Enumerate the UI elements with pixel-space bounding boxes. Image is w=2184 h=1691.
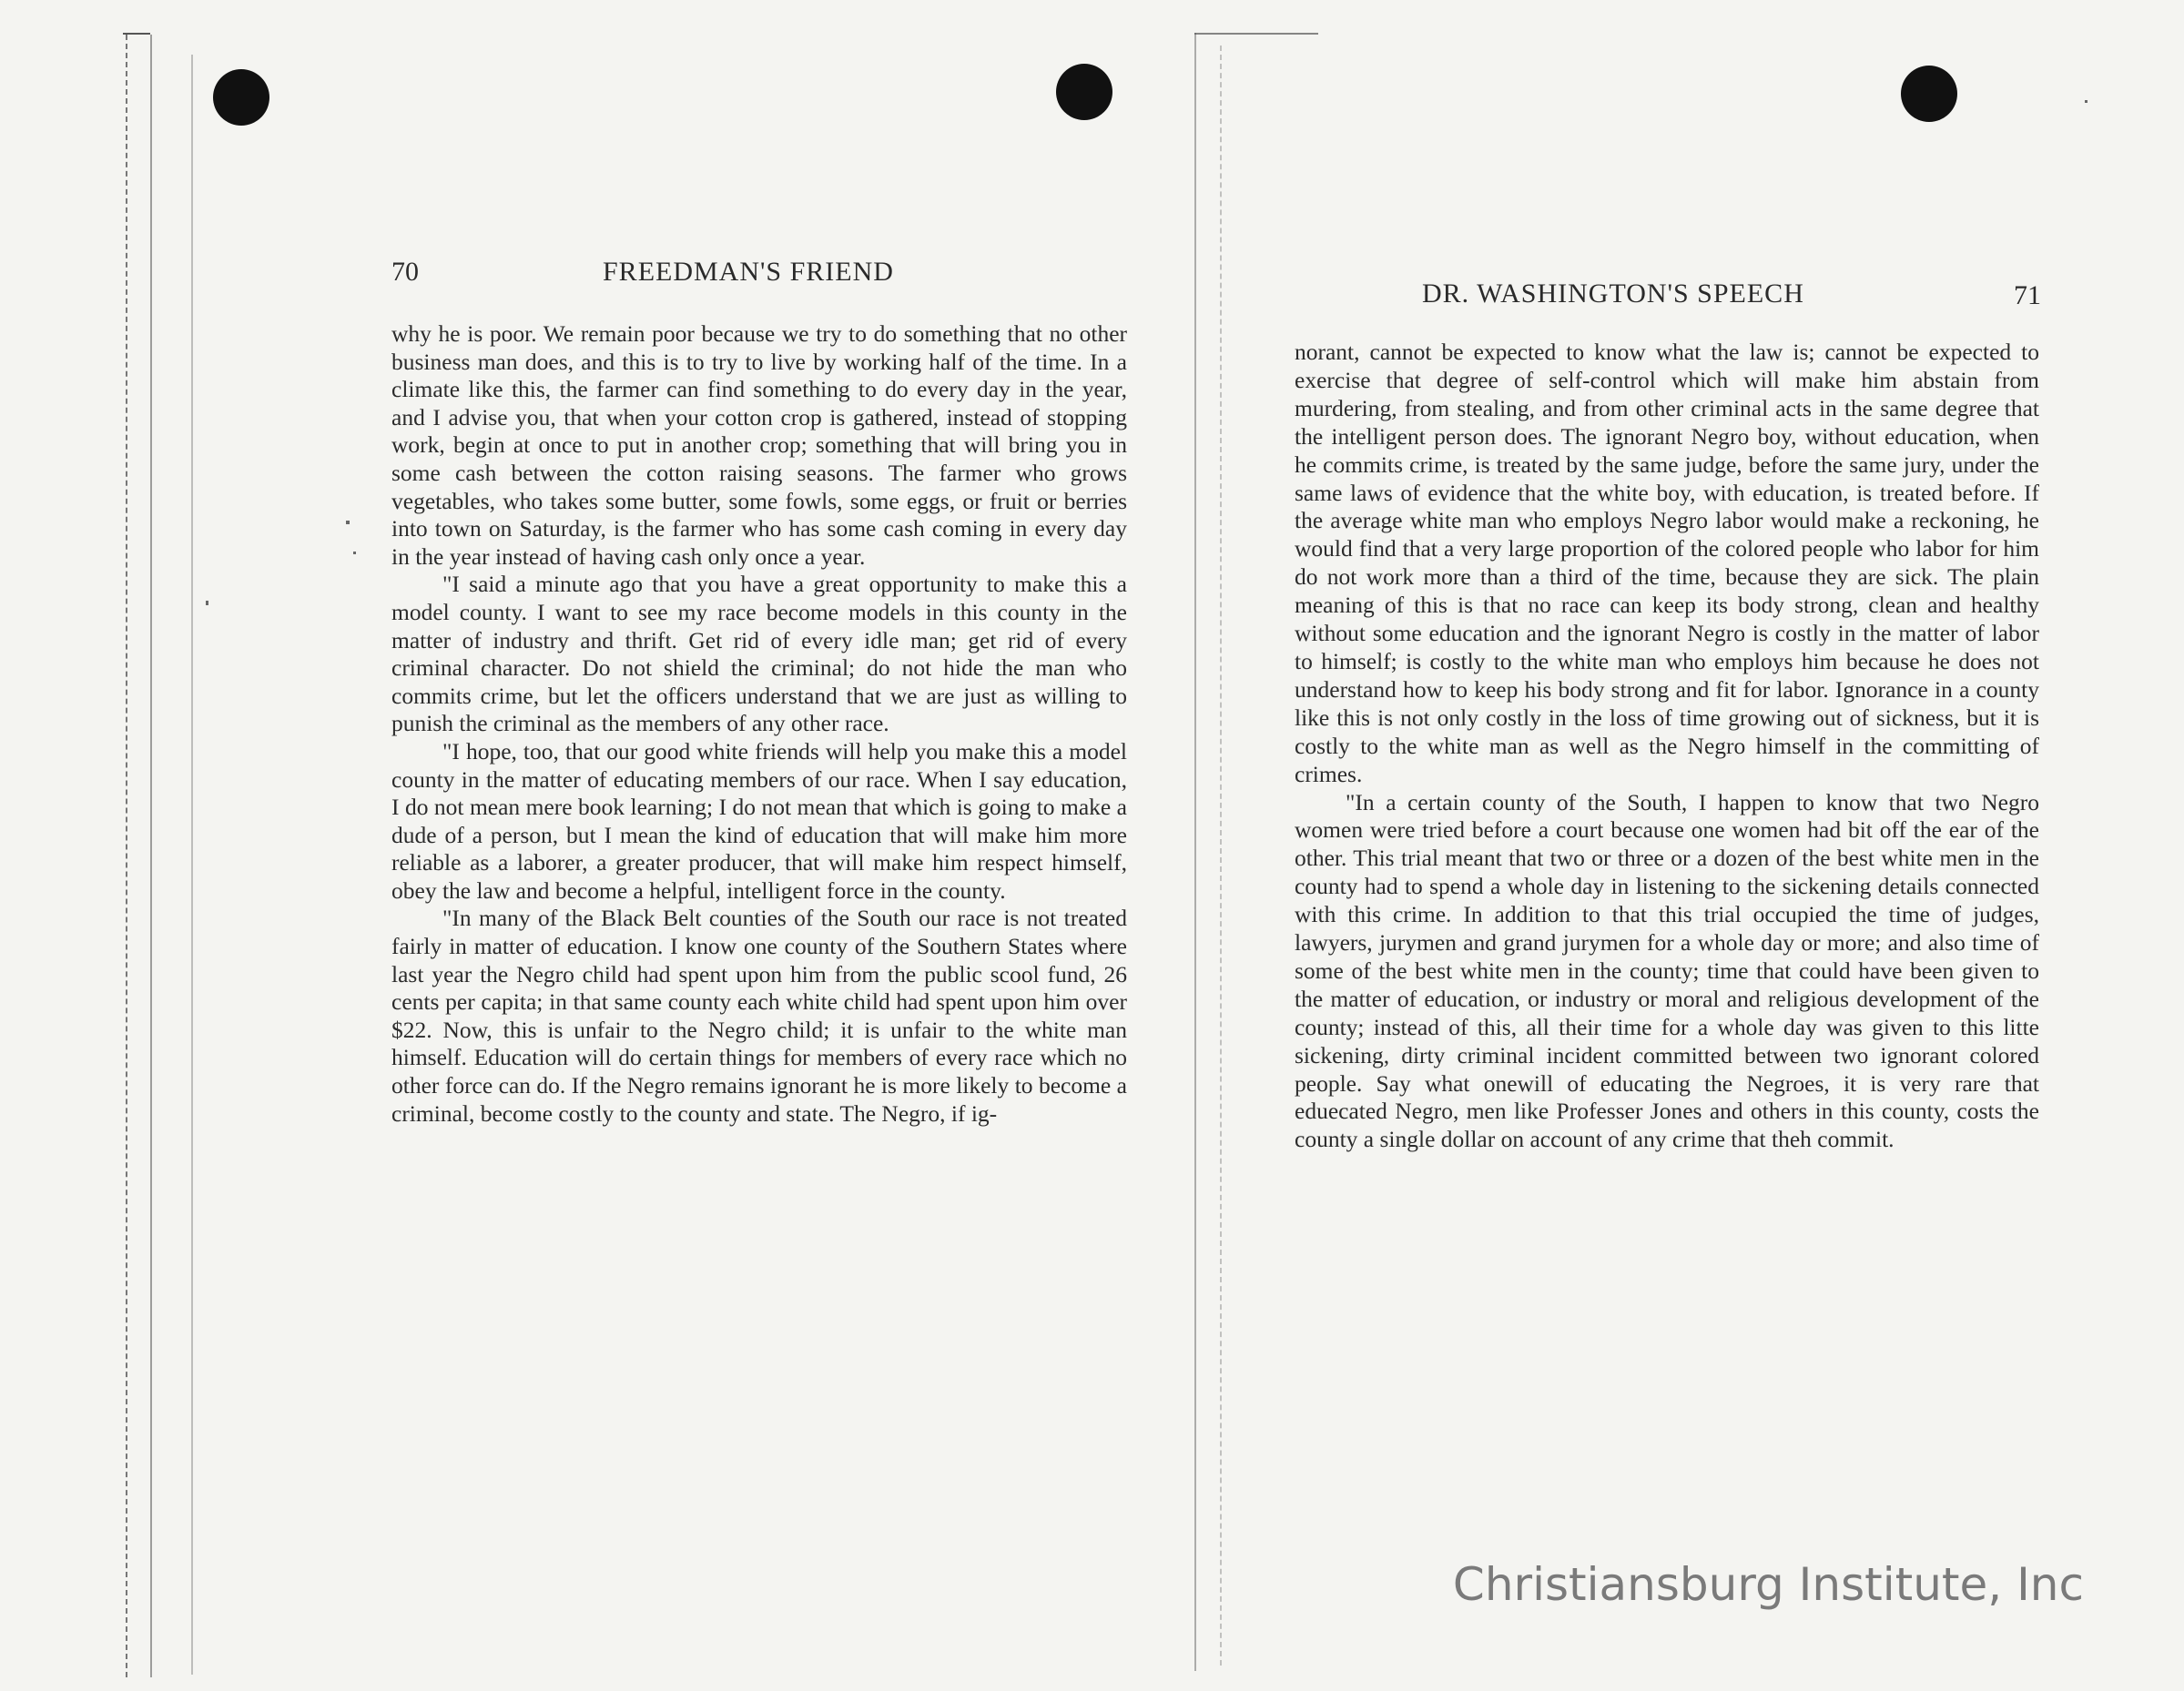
right-paragraph-2: "In a certain county of the South, I happen to know that two Negro women were tried before a court because one women had bit off the ear of the other. This trial meant that two or three or a dozen of the best white men in the county had to spend a whole day in listening to the sickening details connected with this crime. In addition to that this trial occupied the time of judges, lawyers, jurymen and grand jurymen for a whole day or more; and also time of some of the best white men in the county; time that could have been given to the matter of education, or industry or moral and religious development of the county; instead of this, all their time for a whole day was given to this litte sickening, dirty criminal incident committed between two ignorant colored people. Say what onewill of educating the Negroes, it is very rare that eduecated Negro, men like Professer Jones and others in this county, costs the county a single dollar on account of any crime that theh commit.: [1295, 788, 2039, 1153]
scan-speck: [346, 521, 350, 524]
scan-speck: [206, 601, 208, 605]
right-running-head: DR. WASHINGTON'S SPEECH: [1422, 278, 1804, 309]
gutter-top-line: [1194, 33, 1318, 35]
watermark: Christiansburg Institute, Inc: [1452, 1558, 2084, 1611]
right-page-number: 71: [2014, 280, 2041, 310]
left-running-head: FREEDMAN'S FRIEND: [603, 257, 894, 287]
scan-speck: [353, 552, 356, 554]
punch-hole-left: [213, 69, 269, 126]
scan-speck: [2085, 100, 2087, 103]
left-paragraph-4: "In many of the Black Belt counties of the South our race is not treated fairly in matter of education. I know one county of the Southern States where last year the Negro child had spent upon him from the public scool fund, 26 cents per capita; in that same county each white child had spent upon him over $22. Now, this is unfair to the Negro child; it is unfair to the white man himself. Education will do certain things for members of every race which no other force can do. If the Negro remains ignorant he is more likely to become a criminal, become costly to the county and state. The Negro, if ig-: [391, 905, 1127, 1127]
gutter-line: [1194, 33, 1196, 1671]
left-paragraph-2: "I said a minute ago that you have a great opportunity to make this a model county. I want to see my race become models in this county in the matter of industry and thrift. Get rid of every idle man; get rid of every criminal character. Do not shield the criminal; do not hide the man who commits crime, but let the officers understand that we are just as willing to punish the criminal as the members of any other race.: [391, 571, 1127, 737]
left-edge-artifact-bar-2: [191, 55, 193, 1675]
punch-hole-center: [1056, 64, 1112, 120]
left-edge-artifact: [126, 35, 127, 1677]
right-paragraph-1: norant, cannot be expected to know what the law is; cannot be expected to exercise that degree of self-control which will make him abstain from murdering, from stealing, and from other criminal acts in the same degree that the intelligent person does. The ignorant Negro boy, without education, when he commits crime, is treated by the same judge, before the same jury, under the same laws of evidence that the white boy, with education, is treated before. If the average white man who employs Negro labor would make a reckoning, he would find that a very large proportion of the colored people who labor for him do not work more than a third of the time, because they are sick. The plain meaning of this is that no race can keep its body strong, clean and healthy without some education and the ignorant Negro is costly in the matter of labor to himself; is costly to the white man who employs him because he does not understand how to keep his body strong and fit for labor. Ignorance in a county like this is not only costly in the loss of time growing out of sickness, but it is costly to the white man as well as the Negro himself in the committing of crimes.: [1295, 339, 2039, 787]
gutter-artifact: [1220, 46, 1222, 1666]
left-edge-artifact-bar: [150, 35, 152, 1677]
right-page-body: [1295, 339, 2039, 1154]
left-paragraph-1: why he is poor. We remain poor because we try to do something that no other business man does, and this is to try to live by working half of the time. In a climate like this, the farmer can find something to do every day in the year, and I advise you, that when your cotton crop is gathered, instead of stopping work, begin at once to put in another crop; something that will bring you in some cash between the cotton raising seasons. The farmer who grows vegetables, who takes some butter, some fowls, some eggs, or fruit or berries into town on Saturday, is the farmer who has some cash coming in every day in the year instead of having cash only once a year.: [391, 320, 1127, 570]
left-page-number: 70: [391, 257, 419, 287]
left-corner-mark: [123, 33, 150, 35]
left-paragraph-3: "I hope, too, that our good white friends will help you make this a model county in the matter of educating members of our race. When I say education, I do not mean mere book learning; I do not mean that which is going to make a dude of a person, but I mean the kind of education that will make him more reliable as a laborer, a greater producer, that will make him respect himself, obey the law and become a helpful, intelligent force in the county.: [391, 737, 1127, 904]
punch-hole-right: [1901, 66, 1957, 122]
left-page-body: [391, 320, 1127, 1128]
